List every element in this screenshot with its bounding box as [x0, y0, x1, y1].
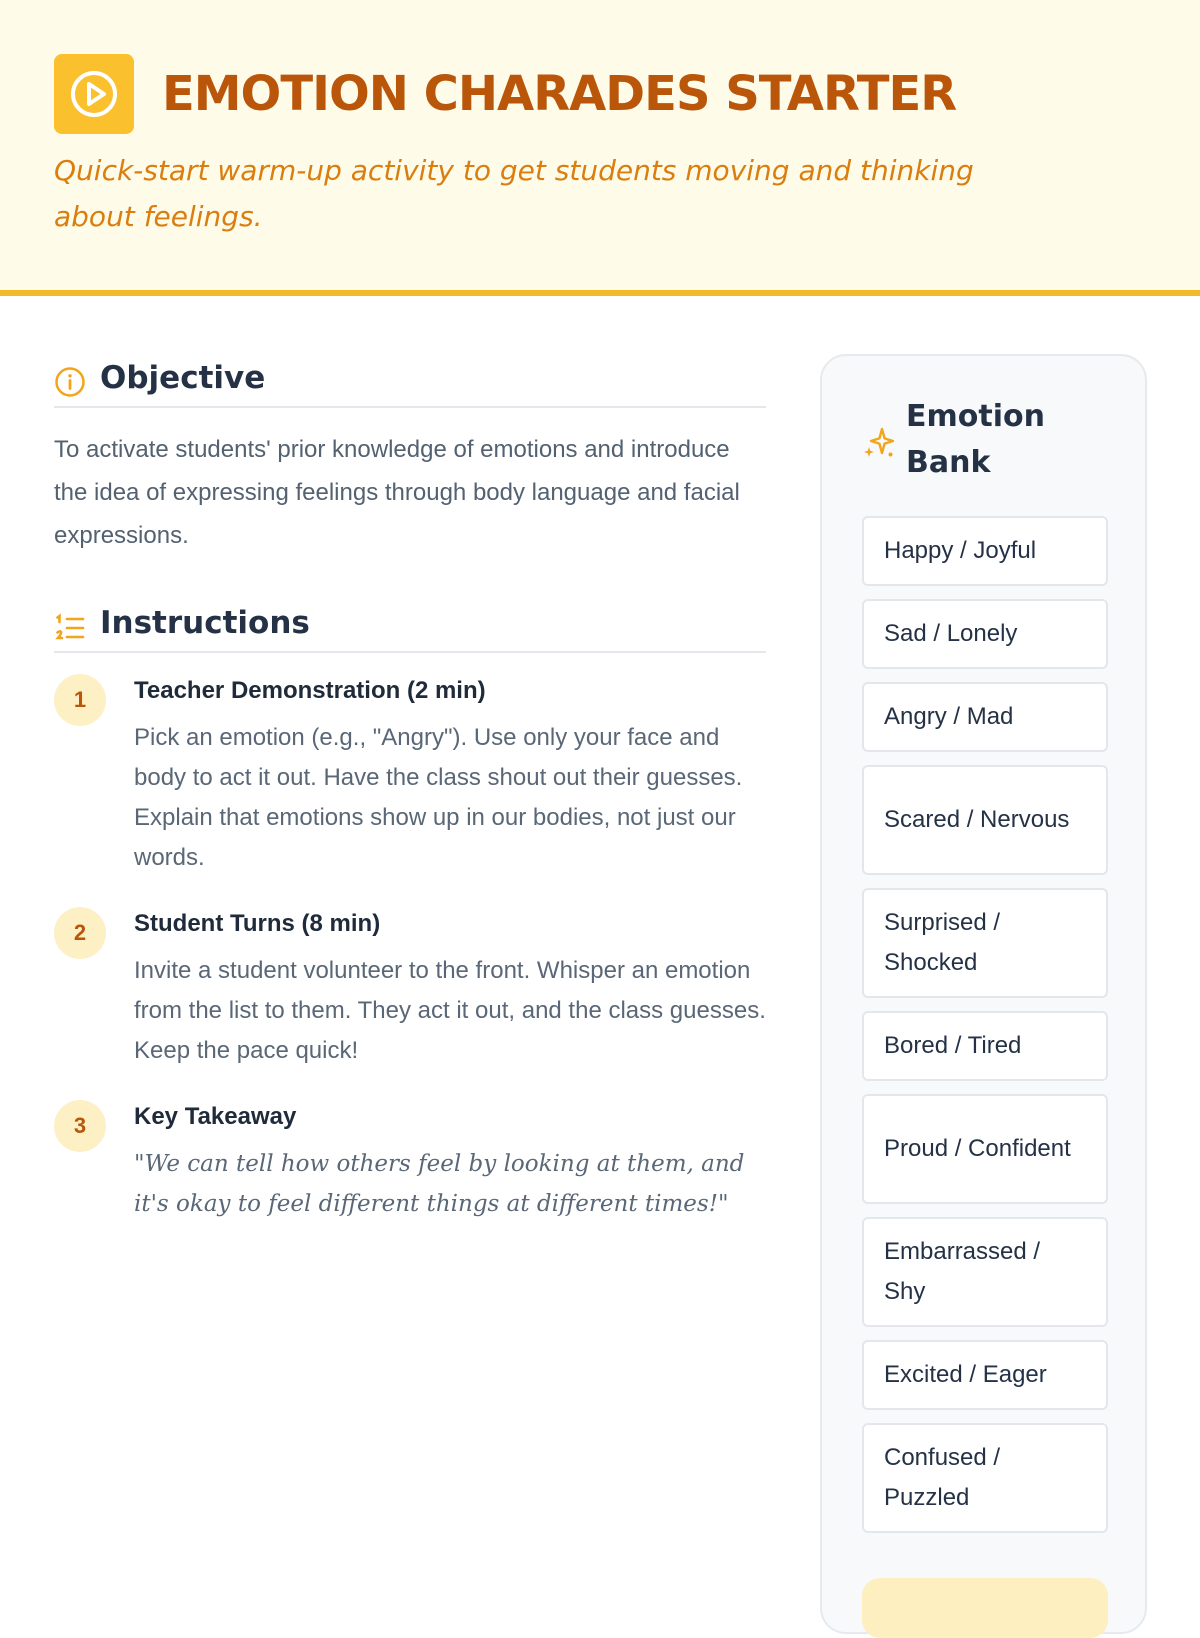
step-number-badge: 1: [54, 674, 106, 726]
emotion-bank-footer-button[interactable]: [862, 1578, 1108, 1638]
info-icon: [54, 366, 86, 398]
page-title: EMOTION CHARADES STARTER: [162, 66, 957, 122]
emotion-card: Scared / Nervous: [862, 765, 1108, 875]
numbered-list-icon: [54, 611, 86, 643]
step-title: Key Takeaway: [134, 1103, 297, 1130]
emotion-bank-heading: Emotion Bank: [906, 399, 1045, 480]
instructions-section-heading: [54, 591, 766, 653]
step-body: Invite a student volunteer to the front. Whisper an emotion from the list to them. They act it out, and the class guesses. Keep the pace quick!: [134, 957, 766, 1064]
instructions-heading: Instructions: [100, 605, 310, 641]
step-number-badge: 2: [54, 907, 106, 959]
emotion-card: Happy / Joyful: [862, 516, 1108, 586]
step-title: Student Turns (8 min): [134, 910, 381, 937]
page-header: [0, 0, 1200, 296]
emotion-card: Sad / Lonely: [862, 599, 1108, 669]
objective-text: To activate students' prior knowledge of emotions and introduce the idea of expressing feelings through body language and facial expressions.: [54, 436, 740, 549]
emotion-card: Confused / Puzzled: [862, 1423, 1108, 1533]
emotion-card: Proud / Confident: [862, 1094, 1108, 1204]
emotion-card: Bored / Tired: [862, 1011, 1108, 1081]
objective-heading: Objective: [100, 360, 266, 396]
emotion-bank-panel: [820, 354, 1147, 1634]
emotion-card: Embarrassed / Shy: [862, 1217, 1108, 1327]
step-body: Pick an emotion (e.g., "Angry"). Use only your face and body to act it out. Have the class shout out their guesses. Explain that emotions show up in our bodies, not just our words.: [134, 724, 743, 871]
play-circle-icon: [54, 54, 134, 134]
page-subtitle: Quick-start warm-up activity to get students moving and thinking about feelings.: [54, 154, 974, 233]
sparkles-icon: [862, 426, 896, 460]
emotion-card: Surprised / Shocked: [862, 888, 1108, 998]
emotion-card: Angry / Mad: [862, 682, 1108, 752]
objective-section-heading: [54, 346, 766, 408]
emotion-card: Excited / Eager: [862, 1340, 1108, 1410]
step-title: Teacher Demonstration (2 min): [134, 677, 486, 704]
step-number-badge: 3: [54, 1100, 106, 1152]
key-takeaway-quote: "We can tell how others feel by looking at them, and it's okay to feel different things at different times!": [134, 1151, 745, 1217]
